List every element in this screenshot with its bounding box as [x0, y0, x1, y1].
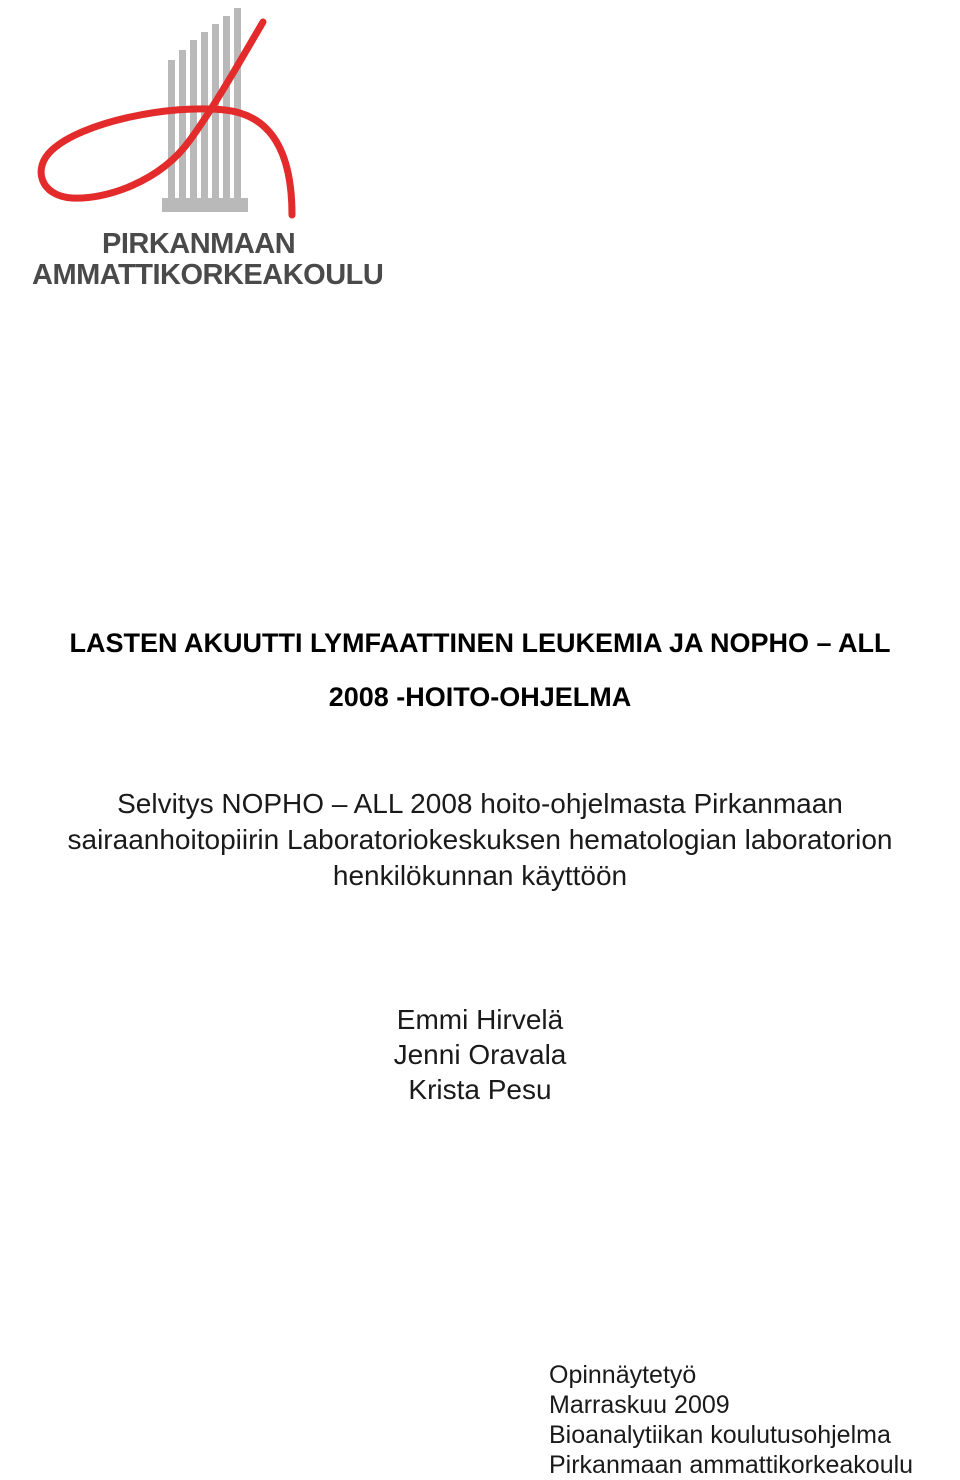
document-subtitle-line3: henkilökunnan käyttöön: [332, 860, 628, 891]
thesis-date: Marraskuu 2009: [549, 1391, 730, 1419]
degree-programme: Bioanalytiikan koulutusohjelma: [549, 1421, 891, 1449]
author-name: Krista Pesu: [408, 1074, 552, 1105]
document-subtitle-line2: sairaanhoitopiirin Laboratoriokeskuksen hematologian laboratorion: [67, 824, 893, 855]
logo-text-line1: PIRKANMAAN: [102, 228, 296, 260]
document-title-line1: LASTEN AKUUTTI LYMFAATTINEN LEUKEMIA JA NOPHO – ALL: [69, 628, 891, 658]
thesis-type: Opinnäytetyö: [549, 1361, 697, 1389]
document-title-line2: 2008 -HOITO-OHJELMA: [328, 682, 632, 712]
school-name: Pirkanmaan ammattikorkeakoulu: [549, 1451, 914, 1479]
logo-text-line2: AMMATTIKORKEAKOULU: [32, 259, 384, 291]
school-logo: [20, 0, 384, 300]
author-name: Jenni Oravala: [393, 1039, 567, 1070]
document-subtitle-line1: Selvitys NOPHO – ALL 2008 hoito-ohjelmasta Pirkanmaan: [117, 788, 843, 819]
author-name: Emmi Hirvelä: [396, 1004, 564, 1035]
